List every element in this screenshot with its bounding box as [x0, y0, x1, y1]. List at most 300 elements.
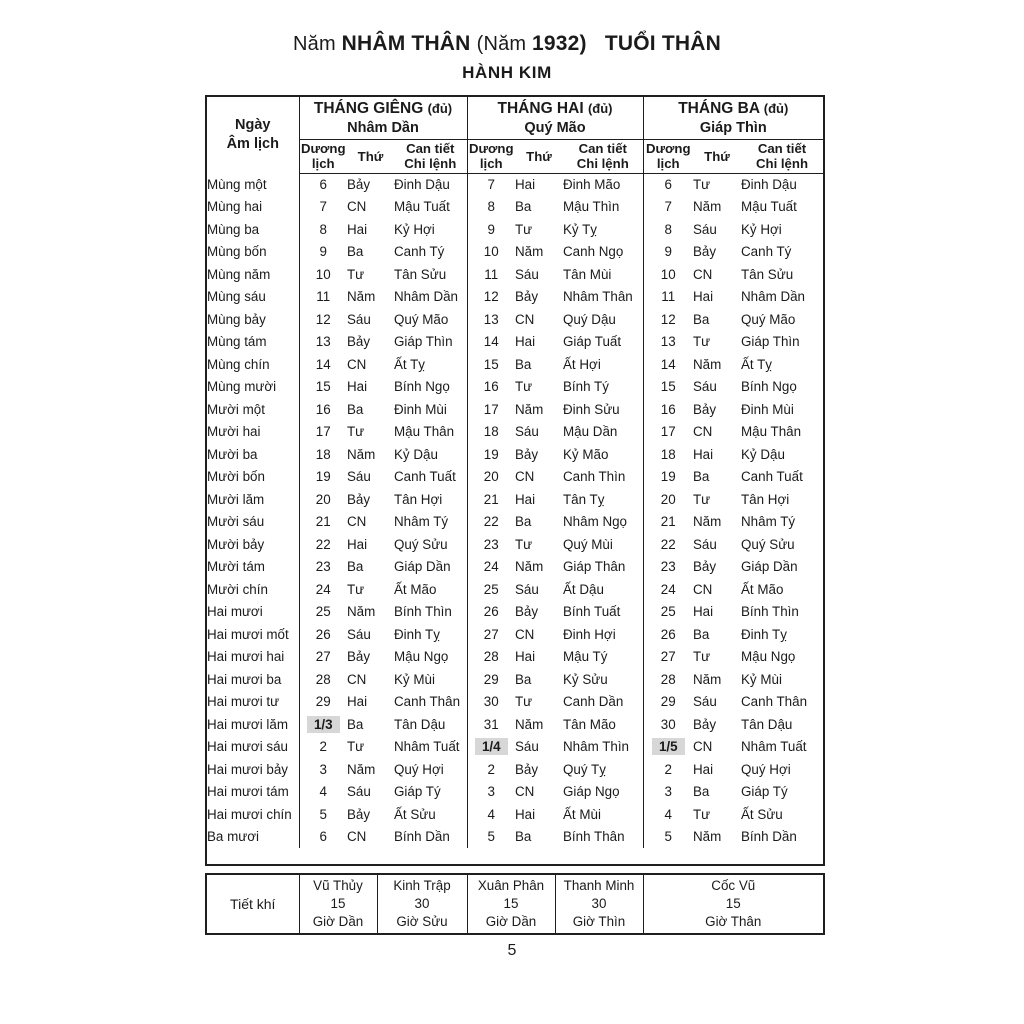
canchi-day: Quý Tỵ — [563, 761, 606, 777]
solar-date: 22 — [467, 511, 515, 534]
table-row — [206, 421, 824, 444]
tiet-khi-cell: Kinh Trập 30 Giờ Sửu — [377, 874, 467, 934]
month-header — [467, 96, 643, 139]
table-row — [206, 488, 824, 511]
month-fullness: (đủ) — [587, 100, 613, 116]
solar-date: 21 — [467, 488, 515, 511]
solar-date: 17 — [467, 398, 515, 421]
table-row — [206, 398, 824, 421]
canchi-day: Tân Dậu — [741, 716, 793, 732]
weekday: Bảy — [693, 716, 717, 732]
lunar-day-label: Mười một — [206, 398, 299, 421]
canchi-day: Ất Hợi — [563, 356, 601, 372]
weekday: Sáu — [347, 311, 371, 327]
solar-date: 26 — [643, 623, 693, 646]
solar-date: 13 — [299, 331, 347, 354]
solar-date: 7 — [299, 196, 347, 219]
canchi-day: Ất Mùi — [563, 806, 601, 822]
weekday: Năm — [693, 356, 722, 372]
solar-date: 22 — [643, 533, 693, 556]
canchi-day: Nhâm Dần — [741, 289, 806, 305]
canchi-day: Nhâm Thìn — [563, 739, 629, 755]
lunar-day-label: Mười hai — [206, 421, 299, 444]
canchi-day: Canh Tuất — [741, 469, 803, 485]
solar-date: 30 — [467, 691, 515, 714]
canchi-day: Canh Tuất — [394, 469, 456, 485]
lunar-day-label: Mùng mười — [206, 376, 299, 399]
subheader-thu: Thứ — [693, 139, 741, 173]
weekday: Năm — [347, 604, 376, 620]
canchi-day: Nhâm Tý — [741, 514, 796, 530]
day-column-header — [206, 96, 299, 173]
weekday: Hai — [347, 536, 368, 552]
title-segment: Năm — [293, 33, 342, 55]
weekday: Sáu — [515, 266, 539, 282]
solar-date: 28 — [643, 668, 693, 691]
lunar-day-label: Mùng bốn — [206, 241, 299, 264]
solar-date: 30 — [643, 713, 693, 736]
canchi-day: Mậu Thìn — [563, 199, 620, 215]
lunar-day-label: Mùng bảy — [206, 308, 299, 331]
solar-date — [299, 713, 347, 736]
lunar-day-label: Mùng hai — [206, 196, 299, 219]
table-row — [206, 196, 824, 219]
canchi-day: Quý Sửu — [394, 536, 448, 552]
solar-date: 27 — [299, 646, 347, 669]
weekday: Ba — [347, 716, 364, 732]
weekday: Tư — [347, 266, 365, 282]
canchi-day: Canh Tý — [741, 244, 792, 260]
weekday: Tư — [693, 491, 711, 507]
solar-date: 4 — [467, 803, 515, 826]
month-start-highlight: 1/4 — [475, 738, 508, 755]
solar-date: 19 — [299, 466, 347, 489]
canchi-day: Giáp Thìn — [394, 334, 453, 350]
subheader-can-tiet: Can tiết Chi lệnh — [394, 139, 467, 173]
canchi-day: Đinh Hợi — [563, 626, 616, 642]
canchi-day: Đinh Dậu — [394, 177, 450, 192]
canchi-day: Bính Dần — [394, 829, 450, 845]
weekday: Sáu — [347, 784, 371, 800]
weekday: Hai — [515, 491, 536, 507]
solar-date: 19 — [643, 466, 693, 489]
weekday: Ba — [347, 401, 364, 417]
solar-date: 3 — [467, 781, 515, 804]
canchi-day: Đinh Mùi — [394, 401, 447, 417]
solar-date: 6 — [643, 173, 693, 196]
weekday: Bảy — [515, 761, 539, 777]
canchi-day: Ất Sửu — [741, 806, 783, 822]
canchi-day: Quý Mùi — [563, 536, 613, 552]
canchi-day: Quý Hợi — [394, 761, 444, 777]
title-segment: (Năm — [476, 33, 533, 55]
weekday: CN — [515, 784, 535, 800]
canchi-day: Đinh Mão — [563, 177, 621, 192]
solar-date: 3 — [643, 781, 693, 804]
lunar-day-label: Mười bảy — [206, 533, 299, 556]
solar-date: 27 — [467, 623, 515, 646]
solar-date: 9 — [643, 241, 693, 264]
canchi-day: Quý Dậu — [563, 311, 616, 327]
weekday: Bảy — [515, 604, 539, 620]
weekday: Bảy — [347, 334, 371, 350]
lunar-day-label: Mười lăm — [206, 488, 299, 511]
table-row — [206, 353, 824, 376]
weekday: CN — [515, 311, 535, 327]
solar-date: 21 — [299, 511, 347, 534]
canchi-day: Kỷ Mão — [563, 446, 609, 462]
solar-date: 4 — [299, 781, 347, 804]
canchi-day: Tân Dậu — [394, 716, 446, 732]
solar-date: 12 — [299, 308, 347, 331]
solar-date: 18 — [643, 443, 693, 466]
weekday: Ba — [347, 244, 364, 260]
weekday: CN — [693, 424, 713, 440]
table-row — [206, 466, 824, 489]
table-row — [206, 443, 824, 466]
canchi-day: Mậu Ngọ — [394, 649, 449, 665]
table-row — [206, 556, 824, 579]
canchi-day: Canh Tý — [394, 244, 445, 260]
calendar-body — [206, 173, 824, 865]
solar-date: 29 — [643, 691, 693, 714]
canchi-day: Nhâm Thân — [563, 289, 633, 305]
weekday: Hai — [515, 334, 536, 350]
lunar-day-label: Mười bốn — [206, 466, 299, 489]
solar-date: 17 — [299, 421, 347, 444]
canchi-day: Quý Hợi — [741, 761, 791, 777]
canchi-day: Tân Sửu — [741, 266, 794, 282]
weekday: Hai — [515, 649, 536, 665]
weekday: Tư — [693, 334, 711, 350]
canchi-day: Kỷ Hợi — [741, 221, 782, 237]
canchi-day: Giáp Thân — [563, 559, 626, 575]
weekday: Ba — [347, 559, 364, 575]
canchi-day: Nhâm Tý — [394, 514, 449, 530]
solar-date: 25 — [643, 601, 693, 624]
solar-date: 3 — [299, 758, 347, 781]
solar-date: 8 — [643, 218, 693, 241]
title-segment: 1932) — [532, 32, 587, 55]
lunar-day-label: Mùng ba — [206, 218, 299, 241]
weekday: Ba — [693, 784, 710, 800]
month-header — [643, 96, 824, 139]
solar-date: 11 — [643, 286, 693, 309]
subheader-can-tiet: Can tiết Chi lệnh — [563, 139, 643, 173]
month-start-highlight: 1/5 — [652, 738, 685, 755]
solar-date: 14 — [467, 331, 515, 354]
weekday: Ba — [515, 514, 532, 530]
table-row — [206, 173, 824, 196]
month-fullness: (đủ) — [763, 100, 789, 116]
solar-date: 20 — [299, 488, 347, 511]
weekday: Sáu — [347, 626, 371, 642]
canchi-day: Quý Mão — [741, 311, 796, 327]
weekday: Tư — [693, 806, 711, 822]
weekday: Năm — [693, 199, 722, 215]
canchi-day: Canh Ngọ — [563, 244, 624, 260]
subheader-duong-lich: Dương lịch — [643, 139, 693, 173]
solar-date: 24 — [643, 578, 693, 601]
table-row — [206, 646, 824, 669]
weekday: CN — [693, 581, 713, 597]
solar-date: 20 — [467, 466, 515, 489]
lunar-day-label: Hai mươi — [206, 601, 299, 624]
day-column-header-line2: Âm lịch — [226, 136, 279, 152]
weekday: Năm — [515, 559, 544, 575]
solar-date: 2 — [643, 758, 693, 781]
canchi-day: Nhâm Ngọ — [563, 514, 628, 530]
lunar-calendar-table — [205, 95, 825, 866]
solar-date: 25 — [467, 578, 515, 601]
weekday: Hai — [693, 446, 714, 462]
lunar-day-label: Hai mươi chín — [206, 803, 299, 826]
subheader-thu: Thứ — [515, 139, 563, 173]
table-row — [206, 668, 824, 691]
canchi-day: Quý Sửu — [741, 536, 795, 552]
weekday: Tư — [515, 694, 533, 710]
solar-date: 17 — [643, 421, 693, 444]
solar-date: 2 — [299, 736, 347, 759]
canchi-day: Kỷ Dậu — [741, 446, 785, 462]
solar-date: 20 — [643, 488, 693, 511]
weekday: CN — [347, 514, 367, 530]
solar-date — [467, 736, 515, 759]
solar-date: 14 — [643, 353, 693, 376]
canchi-day: Tân Mão — [563, 716, 616, 732]
canchi-day: Bính Thìn — [394, 604, 452, 620]
canchi-day: Kỷ Hợi — [394, 221, 435, 237]
weekday: CN — [347, 829, 367, 845]
weekday: Ba — [693, 469, 710, 485]
weekday: Ba — [515, 199, 532, 215]
table-row — [206, 736, 824, 759]
spacer-row — [206, 848, 824, 865]
solar-date: 26 — [299, 623, 347, 646]
solar-date: 15 — [643, 376, 693, 399]
solar-date: 19 — [467, 443, 515, 466]
lunar-day-label: Hai mươi mốt — [206, 623, 299, 646]
canchi-day: Bính Thân — [563, 829, 625, 845]
table-row — [206, 533, 824, 556]
canchi-day: Tân Hợi — [741, 491, 790, 507]
table-row — [206, 826, 824, 849]
weekday: Tư — [515, 221, 533, 237]
solar-date: 18 — [467, 421, 515, 444]
solar-date: 26 — [467, 601, 515, 624]
canchi-day: Đinh Sửu — [563, 401, 620, 417]
solar-date: 4 — [643, 803, 693, 826]
subheader-can-tiet: Can tiết Chi lệnh — [741, 139, 824, 173]
subheader-duong-lich: Dương lịch — [300, 141, 346, 171]
solar-date: 7 — [467, 173, 515, 196]
month-title: THÁNG GIÊNG (đủ) — [313, 99, 453, 117]
weekday: Năm — [693, 671, 722, 687]
weekday: Năm — [693, 829, 722, 845]
lunar-day-label: Hai mươi tám — [206, 781, 299, 804]
weekday: Tư — [693, 649, 711, 665]
canchi-day: Bính Tuất — [563, 604, 621, 620]
lunar-day-label: Mười tám — [206, 556, 299, 579]
month-header — [299, 96, 467, 139]
canchi-day: Canh Thìn — [563, 469, 626, 485]
table-row — [206, 241, 824, 264]
weekday: Sáu — [515, 424, 539, 440]
solar-date: 14 — [299, 353, 347, 376]
canchi-day: Giáp Tuất — [563, 334, 622, 350]
weekday: Hai — [693, 604, 714, 620]
weekday: Sáu — [693, 379, 717, 395]
weekday: CN — [347, 199, 367, 215]
solar-date: 11 — [467, 263, 515, 286]
solar-date: 29 — [467, 668, 515, 691]
title-segment: NHÂM THÂN — [341, 32, 477, 55]
canchi-day: Mậu Tuất — [394, 199, 450, 215]
lunar-day-label: Hai mươi tư — [206, 691, 299, 714]
canchi-day: Kỷ Dậu — [394, 446, 438, 462]
solar-date: 27 — [643, 646, 693, 669]
canchi-day: Ất Mão — [741, 581, 784, 597]
solar-date: 9 — [299, 241, 347, 264]
canchi-day: Ất Tỵ — [394, 356, 426, 372]
canchi-day: Tân Hợi — [394, 491, 443, 507]
weekday: Bảy — [347, 177, 371, 192]
weekday: Bảy — [693, 559, 717, 575]
lunar-day-label: Mười chín — [206, 578, 299, 601]
weekday: Ba — [515, 356, 532, 372]
solar-date: 18 — [299, 443, 347, 466]
canchi-day: Kỷ Mùi — [741, 671, 782, 687]
weekday: Năm — [515, 716, 544, 732]
solar-date: 6 — [299, 826, 347, 849]
weekday: CN — [693, 739, 713, 755]
canchi-day: Kỷ Mùi — [394, 671, 435, 687]
solar-date: 23 — [643, 556, 693, 579]
solar-date: 12 — [467, 286, 515, 309]
canchi-day: Mậu Dần — [563, 424, 618, 440]
page-number: 5 — [507, 942, 517, 959]
table-row — [206, 601, 824, 624]
solar-date: 22 — [299, 533, 347, 556]
solar-date: 13 — [643, 331, 693, 354]
lunar-day-label: Hai mươi hai — [206, 646, 299, 669]
canchi-day: Bính Ngọ — [394, 379, 450, 395]
lunar-day-label: Hai mươi sáu — [206, 736, 299, 759]
solar-date: 16 — [643, 398, 693, 421]
table-row — [206, 286, 824, 309]
month-canchi: Nhâm Dần — [347, 119, 419, 136]
tiet-khi-cell: Cốc Vũ 15 Giờ Thân — [643, 874, 824, 934]
table-row — [206, 308, 824, 331]
weekday: CN — [515, 626, 535, 642]
solar-date: 16 — [299, 398, 347, 421]
solar-date: 8 — [299, 218, 347, 241]
solar-date: 8 — [467, 196, 515, 219]
canchi-day: Canh Dần — [563, 694, 624, 710]
title-block — [0, 32, 1014, 83]
lunar-day-label: Hai mươi lăm — [206, 713, 299, 736]
solar-date: 5 — [467, 826, 515, 849]
tiet-khi-label: Tiết khí — [230, 896, 276, 912]
table-row — [206, 758, 824, 781]
canchi-day: Ất Sửu — [394, 806, 436, 822]
canchi-day: Đinh Dậu — [741, 177, 797, 192]
weekday: Năm — [347, 289, 376, 305]
weekday: Bảy — [515, 446, 539, 462]
lunar-day-label: Mùng tám — [206, 331, 299, 354]
month-header-row — [206, 96, 824, 139]
solar-date: 13 — [467, 308, 515, 331]
canchi-day: Mậu Ngọ — [741, 649, 796, 665]
solar-date: 24 — [299, 578, 347, 601]
lunar-day-label: Mùng sáu — [206, 286, 299, 309]
canchi-day: Bính Dần — [741, 829, 797, 845]
subheader-duong-lich: Dương lịch — [468, 141, 514, 171]
solar-date: 31 — [467, 713, 515, 736]
canchi-day: Giáp Dần — [741, 559, 798, 575]
solar-date: 5 — [643, 826, 693, 849]
weekday: Ba — [515, 671, 532, 687]
weekday: Năm — [347, 446, 376, 462]
table-row — [206, 623, 824, 646]
weekday: Sáu — [693, 536, 717, 552]
page-title — [0, 32, 1014, 56]
canchi-day: Đinh Tỵ — [394, 626, 440, 642]
solar-date: 23 — [299, 556, 347, 579]
weekday: Bảy — [693, 401, 717, 417]
weekday: Hai — [347, 221, 368, 237]
tiet-khi-cell: Vũ Thủy 15 Giờ Dần — [299, 874, 377, 934]
weekday: Tư — [515, 379, 533, 395]
weekday: Hai — [515, 806, 536, 822]
weekday: Hai — [693, 289, 714, 305]
weekday: Sáu — [693, 221, 717, 237]
canchi-day: Bính Thìn — [741, 604, 799, 620]
weekday: Bảy — [693, 244, 717, 260]
weekday: Sáu — [515, 581, 539, 597]
lunar-day-label: Mười sáu — [206, 511, 299, 534]
weekday: Sáu — [515, 739, 539, 755]
lunar-day-label: Mười ba — [206, 443, 299, 466]
canchi-day: Đinh Tỵ — [741, 626, 787, 642]
table-row — [206, 511, 824, 534]
month-title: THÁNG HAI (đủ) — [497, 99, 613, 117]
weekday: Ba — [515, 829, 532, 845]
table-row — [206, 713, 824, 736]
weekday: Bảy — [515, 289, 539, 305]
solar-date: 28 — [299, 668, 347, 691]
solar-date: 29 — [299, 691, 347, 714]
table-row — [206, 578, 824, 601]
canchi-day: Quý Mão — [394, 311, 449, 327]
solar-date: 12 — [643, 308, 693, 331]
table-row — [206, 376, 824, 399]
canchi-day: Giáp Dần — [394, 559, 451, 575]
weekday: Hai — [347, 379, 368, 395]
lunar-day-label: Mùng chín — [206, 353, 299, 376]
weekday: Hai — [347, 694, 368, 710]
month-fullness: (đủ) — [427, 100, 453, 116]
canchi-day: Giáp Ngọ — [563, 784, 620, 800]
lunar-day-label: Ba mươi — [206, 826, 299, 849]
canchi-day: Canh Thân — [394, 694, 461, 710]
table-row — [206, 691, 824, 714]
lunar-day-label: Mùng một — [206, 173, 299, 196]
solar-date: 9 — [467, 218, 515, 241]
solar-date: 10 — [299, 263, 347, 286]
tiet-khi-cell: Thanh Minh 30 Giờ Thìn — [555, 874, 643, 934]
table-row — [206, 331, 824, 354]
